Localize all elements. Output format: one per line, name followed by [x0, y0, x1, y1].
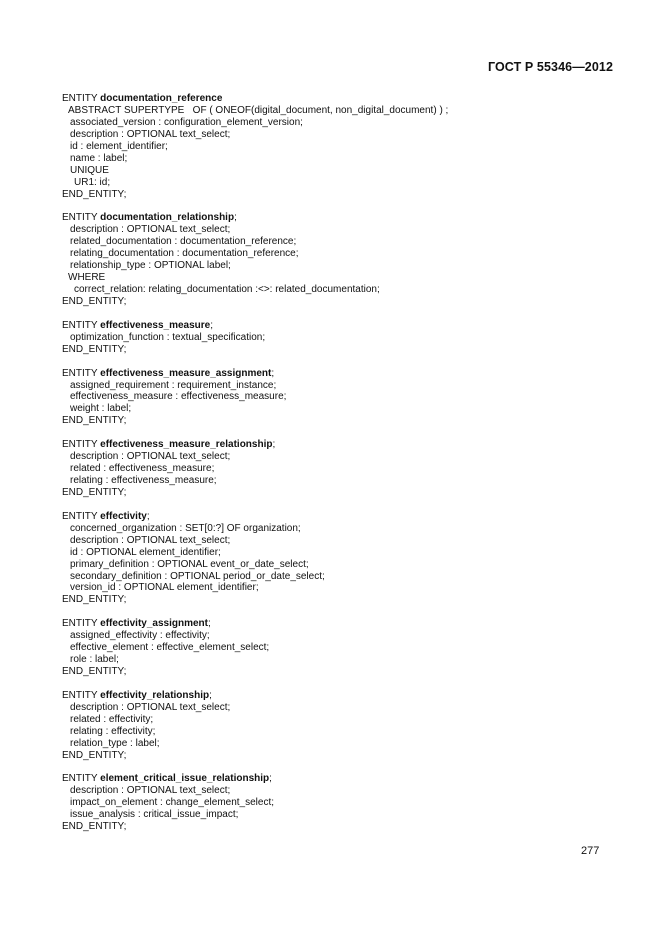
entity-terminator: ;	[210, 319, 214, 331]
entity-attribute-line: UNIQUE	[70, 164, 109, 176]
entity-name: effectivity_assignment	[100, 618, 208, 630]
document-standard-header: ГОСТ Р 55346—2012	[487, 60, 613, 74]
entity-name: effectiveness_measure_assignment	[100, 367, 272, 379]
entity-attribute-line: description : OPTIONAL text_select;	[70, 785, 231, 797]
entity-keyword: ENTITY	[62, 93, 101, 104]
entity-keyword: ENTITY	[62, 439, 101, 451]
entity-end: END_ENTITY;	[62, 188, 127, 200]
entity-header	[62, 690, 622, 702]
entity-attribute-line: issue_analysis : critical_issue_impact;	[70, 809, 239, 821]
entity-attribute-line: related : effectiveness_measure;	[70, 463, 215, 475]
entity-header	[62, 368, 622, 380]
entity-terminator: ;	[234, 212, 237, 224]
entity-keyword: ENTITY	[62, 689, 101, 701]
entity-block	[62, 93, 622, 200]
entity-end: END_ENTITY;	[62, 666, 127, 677]
entity-end: END_ENTITY;	[62, 295, 127, 307]
entity-attribute-line: assigned_requirement : requirement_instance;	[70, 379, 277, 391]
entity-terminator: ;	[146, 510, 150, 522]
entity-terminator: ;	[207, 618, 211, 630]
entity-name: documentation_relationship	[100, 212, 235, 224]
entity-attribute-line: primary_definition : OPTIONAL event_or_date_select;	[70, 558, 309, 570]
entity-block	[62, 618, 622, 678]
entity-end: END_ENTITY;	[62, 486, 127, 498]
entity-end: END_ENTITY;	[62, 749, 127, 761]
entity-header	[62, 212, 622, 224]
entity-attribute-line: description : OPTIONAL text_select;	[70, 128, 231, 140]
entity-attribute-line: effective_element : effective_element_select;	[70, 642, 270, 654]
entity-attribute-line: WHERE	[68, 272, 106, 284]
entity-header	[62, 439, 622, 451]
entity-block	[62, 320, 622, 356]
entity-attribute-line: description : OPTIONAL text_select;	[70, 224, 231, 236]
entity-attribute-line: relationship_type : OPTIONAL label;	[70, 260, 231, 272]
entity-end: END_ENTITY;	[62, 821, 127, 833]
entity-attribute-line: secondary_definition : OPTIONAL period_or_date_select;	[70, 570, 325, 582]
entity-name: effectiveness_measure_relationship	[100, 439, 273, 451]
express-schema-listing	[62, 93, 622, 845]
entity-block	[62, 511, 622, 607]
entity-header	[62, 320, 622, 332]
entity-header	[62, 93, 622, 105]
entity-end: END_ENTITY;	[62, 594, 127, 606]
entity-name: effectiveness_measure	[100, 319, 211, 331]
entity-terminator: ;	[272, 439, 276, 451]
entity-attribute-line: effectiveness_measure : effectiveness_measure;	[70, 391, 287, 403]
entity-keyword: ENTITY	[62, 212, 101, 224]
entity-terminator: ;	[209, 689, 212, 701]
entity-attribute-line: id : element_identifier;	[70, 140, 168, 152]
entity-attribute-line: description : OPTIONAL text_select;	[70, 451, 231, 463]
entity-keyword: ENTITY	[62, 618, 101, 630]
entity-block	[62, 212, 622, 308]
page-number: 277	[581, 845, 600, 857]
entity-attribute-line: ABSTRACT SUPERTYPE OF ( ONEOF(digital_document, non_digital_document) ) ;	[68, 104, 449, 116]
entity-keyword: ENTITY	[62, 510, 101, 522]
entity-attribute-line: optimization_function : textual_specification;	[70, 331, 266, 343]
entity-attribute-line: description : OPTIONAL text_select;	[70, 701, 231, 713]
entity-terminator: ;	[269, 773, 272, 785]
entity-attribute-line: relating : effectivity;	[70, 725, 156, 737]
entity-attribute-line: relating : effectiveness_measure;	[70, 475, 217, 486]
entity-attribute-line: role : label;	[70, 654, 119, 666]
entity-attribute-line: associated_version : configuration_element_version;	[70, 116, 303, 128]
entity-name: effectivity_relationship	[100, 689, 210, 701]
entity-block	[62, 773, 622, 833]
entity-name: documentation_reference	[100, 93, 223, 104]
entity-attribute-line: related_documentation : documentation_reference;	[70, 236, 297, 248]
entity-keyword: ENTITY	[62, 367, 101, 379]
entity-attribute-line: correct_relation: relating_documentation :<>: related_documentation;	[74, 284, 380, 295]
entity-end: END_ENTITY;	[62, 343, 127, 355]
entity-attribute-line: version_id : OPTIONAL element_identifier;	[70, 582, 259, 594]
entity-attribute-line: assigned_effectivity : effectivity;	[70, 630, 210, 642]
entity-block	[62, 690, 622, 762]
entity-attribute-line: relation_type : label;	[70, 737, 160, 749]
entity-terminator: ;	[271, 367, 275, 379]
entity-attribute-line: impact_on_element : change_element_select;	[70, 797, 275, 809]
entity-attribute-line: UR1: id;	[74, 176, 111, 188]
entity-attribute-line: concerned_organization : SET[0:?] OF organization;	[70, 522, 301, 534]
entity-attribute-line: relating_documentation : documentation_reference;	[70, 248, 299, 260]
entity-keyword: ENTITY	[62, 319, 101, 331]
entity-name: effectivity	[100, 510, 147, 522]
entity-attribute-line: name : label;	[70, 152, 128, 164]
entity-attribute-line: description : OPTIONAL text_select;	[70, 534, 231, 546]
entity-end: END_ENTITY;	[62, 415, 127, 427]
entity-attribute-line: related : effectivity;	[70, 713, 154, 725]
entity-header	[62, 773, 622, 785]
entity-header	[62, 618, 622, 630]
entity-block	[62, 439, 622, 499]
entity-name: element_critical_issue_relationship	[100, 773, 270, 785]
entity-attribute-line: id : OPTIONAL element_identifier;	[70, 546, 221, 558]
entity-block	[62, 368, 622, 428]
entity-attribute-line: weight : label;	[70, 403, 132, 415]
entity-header	[62, 511, 622, 523]
entity-keyword: ENTITY	[62, 773, 101, 785]
